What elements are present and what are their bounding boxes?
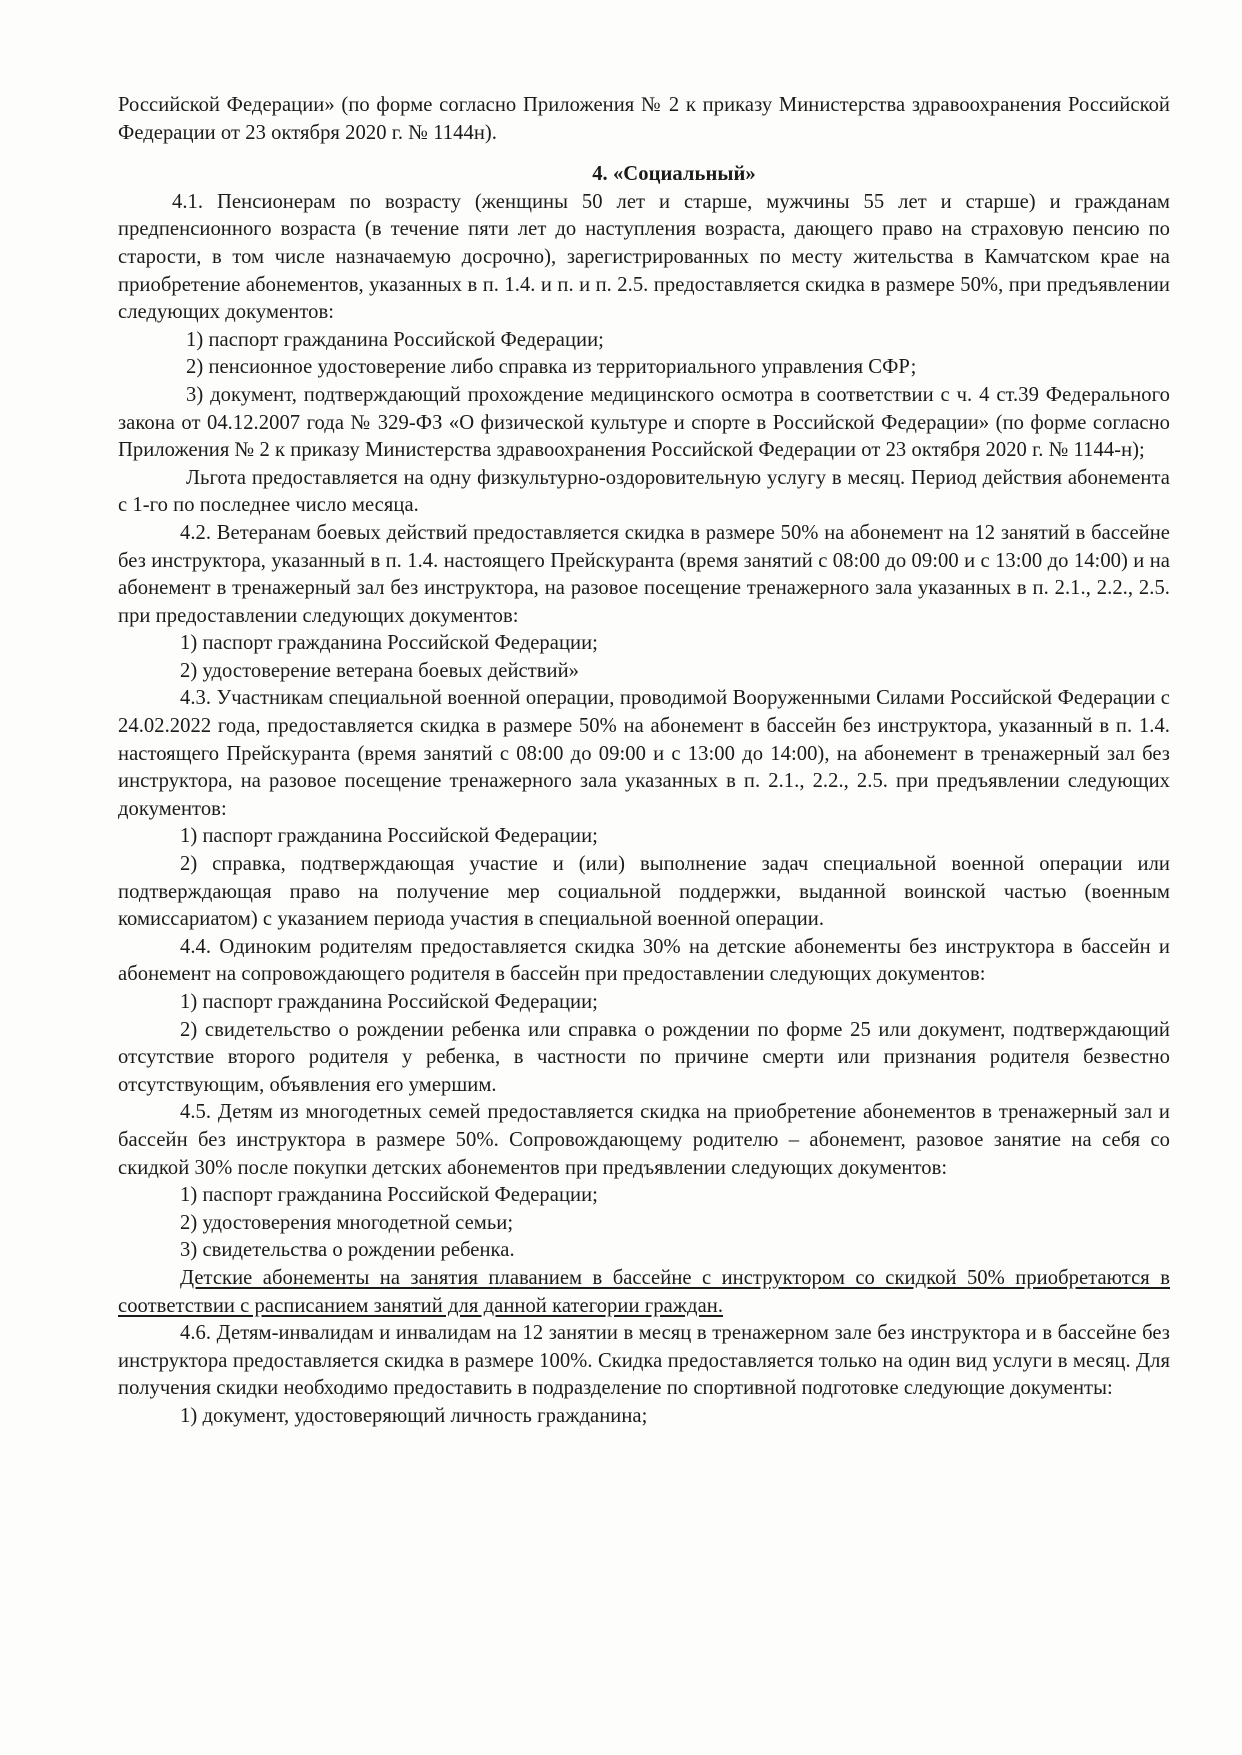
list-item: 1) паспорт гражданина Российской Федерации; [180,825,598,848]
paragraph-4-6: 4.6. Детям-инвалидам и инвалидам на 12 занятии в месяц в тренажерном зале без инструктора и в бассейне без инструктора предоставляется скидка в размере 100%. Скидка предоставляется только на один вид услуги в месяц. Для получения скидки необходимо предоставить в подразделение по спортивной подготовке следующие документы: [118,1322,1170,1400]
list-item: 2) удостоверение ветерана боевых действий» [180,659,580,682]
paragraph-4-1: 4.1. Пенсионерам по возрасту (женщины 50 лет и старше, мужчины 55 лет и старше) и гражданам предпенсионного возраста (в течение пяти лет до наступления возраста, дающего право на страховую пенсию по старости, в том числе назначаемую досрочно), зарегистрированных по месту жительства в Камчатском крае на приобретение абонементов, указанных в п. 1.4. и п. и п. 2.5. предоставляется скидка в размере 50%, при предъявлении следующих документов: [118,190,1170,324]
list-item: 1) документ, удостоверяющий личность гражданина; [180,1404,648,1427]
list-item: 3) документ, подтверждающий прохождение медицинского осмотра в соответствии с ч. 4 ст.39 Федерального закона от 04.12.2007 года № 329-ФЗ «О физической культуре и спорте в Российской Федерации» (по форме согласно Приложения № 2 к приказу Министерства здравоохранения Российской Федерации от 23 октября 2020 г. № 1144-н); [118,383,1170,462]
list-item: 1) паспорт гражданина Российской Федерации; [180,1184,598,1207]
list-item: 2) справка, подтверждающая участие и (или) выполнение задач специальной военной операции или подтверждающая право на получение мер социальной поддержки, выданной воинской частью (военным комиссариатом) с указанием периода участия в специальной военной операции. [118,853,1170,931]
intro-paragraph: Российской Федерации» (по форме согласно Приложения № 2 к приказу Министерства здравоохранения Российской Федерации от 23 октября 2020 г. № 1144н). [118,94,1170,144]
section-title: 4. «Социальный» [592,163,756,186]
list-item: 2) пенсионное удостоверение либо справка из территориального управления СФР; [186,356,917,379]
paragraph-4-2: 4.2. Ветеранам боевых действий предоставляется скидка в размере 50% на абонемент на 12 занятий в бассейне без инструктора, указанный в п. 1.4. настоящего Прейскуранта (время занятий с 08:00 до 09:00 и с 13:00 до 14:00) и на абонемент в тренажерный зал без инструктора, на разовое посещение тренажерного зала указанных в п. 2.1., 2.2., 2.5. при предоставлении следующих документов: [118,521,1170,627]
paragraph-4-5-note: Детские абонементы на занятия плаванием в бассейне с инструктором со скидкой 50% приобретаются в соответствии с расписанием занятий для данной категории граждан. [118,1266,1170,1317]
list-item: 1) паспорт гражданина Российской Федерации; [186,328,604,351]
paragraph-4-1-note: Льгота предоставляется на одну физкультурно-оздоровительную услугу в месяц. Период действия абонемента с 1-го по последнее число месяца. [118,466,1170,517]
list-item: 1) паспорт гражданина Российской Федерации; [180,991,598,1013]
list-item: 3) свидетельства о рождении ребенка. [180,1239,515,1262]
list-item: 1) паспорт гражданина Российской Федерации; [180,632,598,655]
list-item: 2) свидетельство о рождении ребенка или справка о рождении по форме 25 или документ, подтверждающий отсутствие второго родителя у ребенка, в частности по причине смерти или признания родителя безвестно отсутствующим, объявления его умершим. [118,1018,1170,1096]
document-body [118,92,1170,1431]
paragraph-4-5: 4.5. Детям из многодетных семей предоставляется скидка на приобретение абонементов в тренажерный зал и бассейн без инструктора в размере 50%. Сопровождающему родителю – абонемент, разовое занятие на себя со скидкой 30% после покупки детских абонементов при предъявлении следующих документов: [118,1101,1170,1179]
list-item: 2) удостоверения многодетной семьи; [180,1211,514,1234]
paragraph-4-3: 4.3. Участникам специальной военной операции, проводимой Вооруженными Силами Российской Федерации с 24.02.2022 года, предоставляется скидка в размере 50% на абонемент в бассейн без инструктора, указанный в п. 1.4. настоящего Прейскуранта (время занятий с 08:00 до 09:00 и с 13:00 до 14:00), на абонемент в тренажерный зал без инструктора, на разовое посещение тренажерного зала указанных в п. 2.1., 2.2., 2.5. при предъявлении следующих документов: [118,687,1170,820]
paragraph-4-4: 4.4. Одиноким родителям предоставляется скидка 30% на детские абонементы без инструктора в бассейн и абонемент на сопровождающего родителя в бассейн при предоставлении следующих документов: [118,935,1170,986]
